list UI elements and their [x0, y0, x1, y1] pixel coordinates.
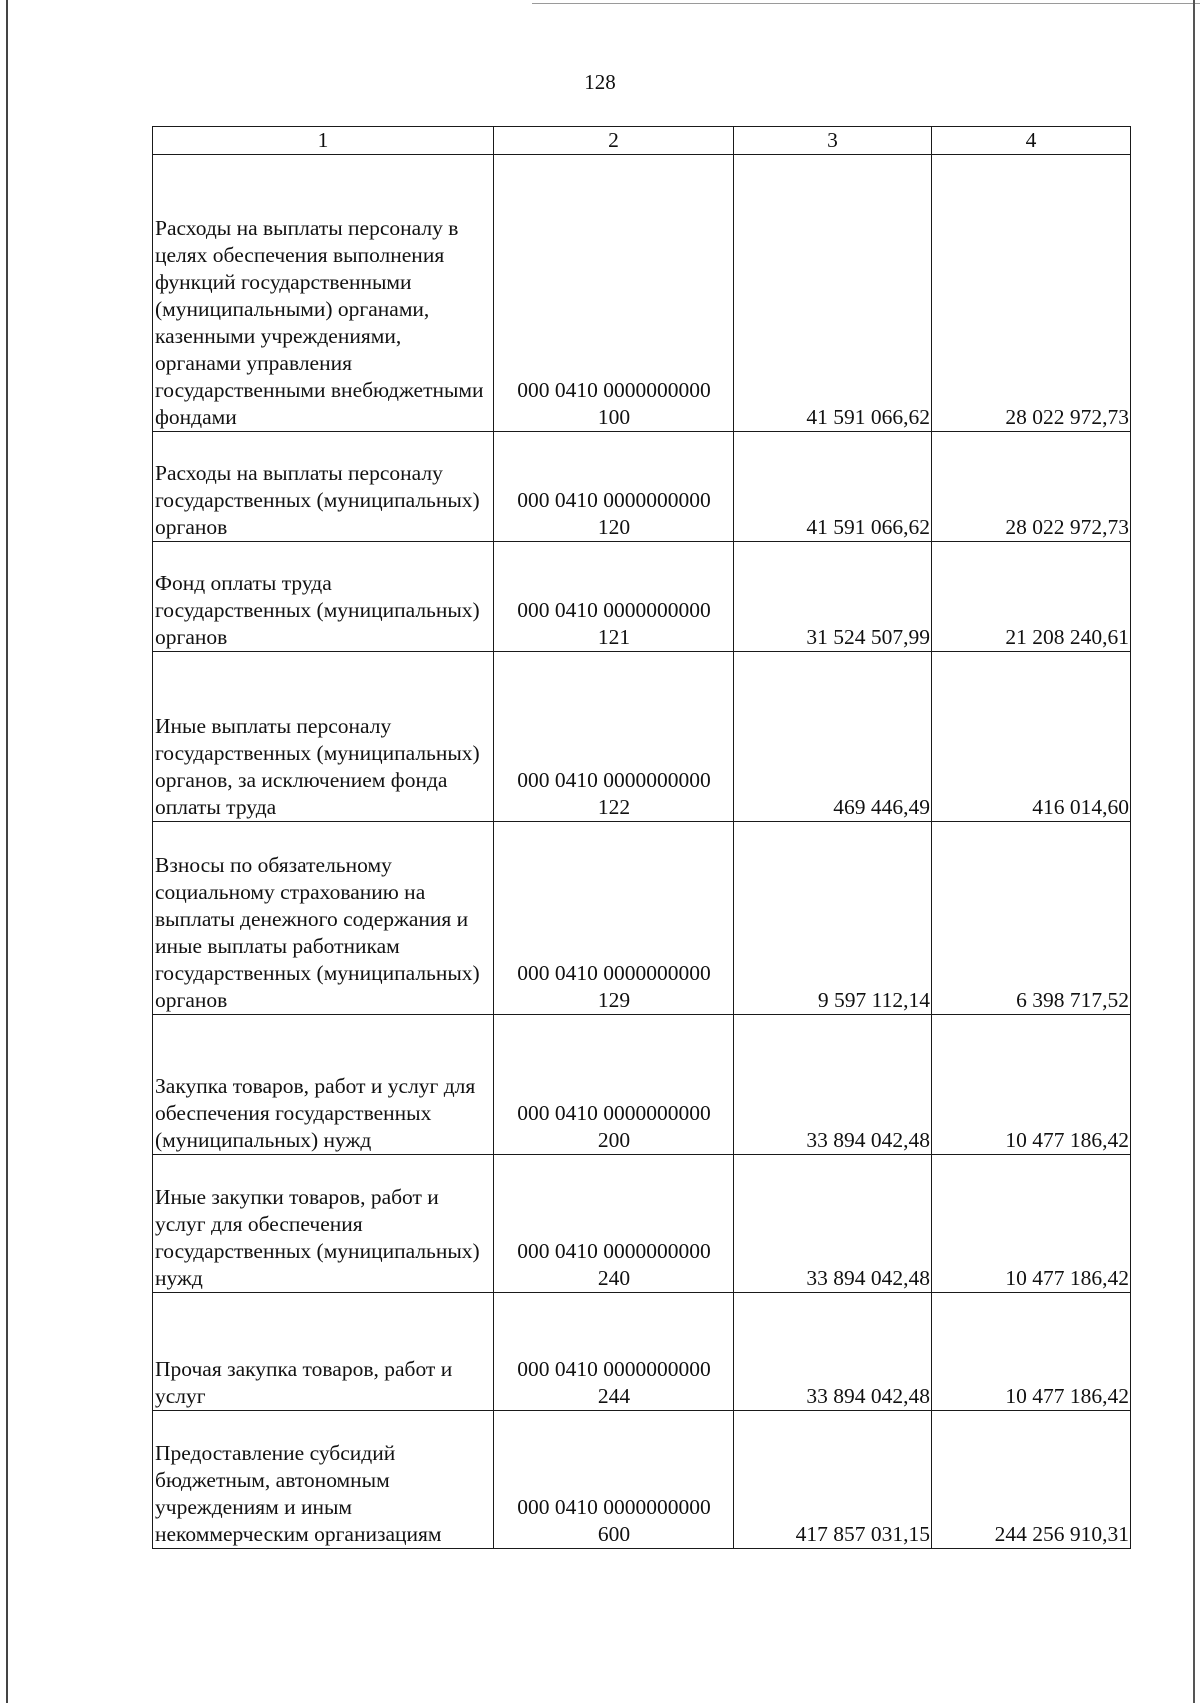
table-row	[153, 1411, 1131, 1549]
row-name: Прочая закупка товаров, работ и услуг	[153, 1293, 494, 1411]
table-row	[153, 1155, 1131, 1293]
row-code-main: 000 0410 0000000000	[517, 1239, 711, 1263]
row-code-type: 200	[597, 1128, 631, 1152]
row-code-type: 122	[597, 795, 631, 819]
row-code-main: 000 0410 0000000000	[517, 1101, 711, 1125]
row-name: Расходы на выплаты персоналу в целях обеспечения выполнения функций государственными (муниципальными) органами, казенными учреждениями, органами управления государственными внебюджетными фондами	[153, 155, 494, 432]
scan-edge-left	[6, 0, 8, 1703]
table-row	[153, 1293, 1131, 1411]
row-value-col4: 28 022 972,73	[932, 432, 1131, 542]
row-code	[494, 155, 734, 432]
row-name: Фонд оплаты труда государственных (муниципальных) органов	[153, 542, 494, 652]
row-code-main: 000 0410 0000000000	[517, 1357, 711, 1381]
row-code-type: 240	[597, 1266, 631, 1290]
row-name: Предоставление субсидий бюджетным, автономным учреждениям и иным некоммерческим организациям	[153, 1411, 494, 1549]
row-name: Расходы на выплаты персоналу государственных (муниципальных) органов	[153, 432, 494, 542]
row-value-col4: 10 477 186,42	[932, 1155, 1131, 1293]
row-code-main: 000 0410 0000000000	[517, 378, 711, 402]
row-value-col3: 33 894 042,48	[734, 1155, 932, 1293]
row-code	[494, 542, 734, 652]
row-value-col4: 28 022 972,73	[932, 155, 1131, 432]
row-value-col3: 31 524 507,99	[734, 542, 932, 652]
row-code-type: 120	[597, 515, 631, 539]
row-code	[494, 822, 734, 1015]
row-value-col4: 21 208 240,61	[932, 542, 1131, 652]
row-code-main: 000 0410 0000000000	[517, 1495, 711, 1519]
row-value-col3: 469 446,49	[734, 652, 932, 822]
row-value-col4: 244 256 910,31	[932, 1411, 1131, 1549]
column-header-4: 4	[932, 127, 1131, 155]
table-row	[153, 822, 1131, 1015]
row-code	[494, 1293, 734, 1411]
row-value-col4: 6 398 717,52	[932, 822, 1131, 1015]
row-value-col3: 33 894 042,48	[734, 1015, 932, 1155]
row-value-col3: 9 597 112,14	[734, 822, 932, 1015]
page-number: 128	[584, 70, 616, 94]
row-code-type: 600	[597, 1522, 631, 1546]
table-header-row	[153, 127, 1131, 155]
row-code-type: 244	[597, 1384, 631, 1408]
row-code-type: 129	[597, 988, 631, 1012]
row-code	[494, 652, 734, 822]
table-row	[153, 652, 1131, 822]
row-value-col4: 10 477 186,42	[932, 1015, 1131, 1155]
table-row	[153, 1015, 1131, 1155]
scan-edge-right	[1193, 0, 1195, 1703]
row-code	[494, 1411, 734, 1549]
row-code-main: 000 0410 0000000000	[517, 598, 711, 622]
row-code	[494, 1015, 734, 1155]
row-name: Иные закупки товаров, работ и услуг для обеспечения государственных (муниципальных) нужд	[153, 1155, 494, 1293]
row-value-col4: 10 477 186,42	[932, 1293, 1131, 1411]
column-header-3: 3	[734, 127, 932, 155]
table-row	[153, 542, 1131, 652]
row-code-type: 100	[597, 405, 631, 429]
row-name: Иные выплаты персоналу государственных (муниципальных) органов, за исключением фонда оплаты труда	[153, 652, 494, 822]
row-code-type: 121	[597, 625, 631, 649]
column-header-1: 1	[153, 127, 494, 155]
table-row	[153, 432, 1131, 542]
row-name: Закупка товаров, работ и услуг для обеспечения государственных (муниципальных) нужд	[153, 1015, 494, 1155]
row-code-main: 000 0410 0000000000	[517, 768, 711, 792]
row-code	[494, 1155, 734, 1293]
scan-edge-top	[532, 3, 1200, 4]
row-value-col3: 417 857 031,15	[734, 1411, 932, 1549]
row-value-col3: 41 591 066,62	[734, 432, 932, 542]
row-value-col3: 33 894 042,48	[734, 1293, 932, 1411]
row-code	[494, 432, 734, 542]
row-value-col3: 41 591 066,62	[734, 155, 932, 432]
budget-table	[152, 126, 1131, 1549]
table-row	[153, 155, 1131, 432]
column-header-2: 2	[494, 127, 734, 155]
row-name: Взносы по обязательному социальному страхованию на выплаты денежного содержания и иные выплаты работникам государственных (муниципальных) органов	[153, 822, 494, 1015]
row-value-col4: 416 014,60	[932, 652, 1131, 822]
row-code-main: 000 0410 0000000000	[517, 488, 711, 512]
row-code-main: 000 0410 0000000000	[517, 961, 711, 985]
